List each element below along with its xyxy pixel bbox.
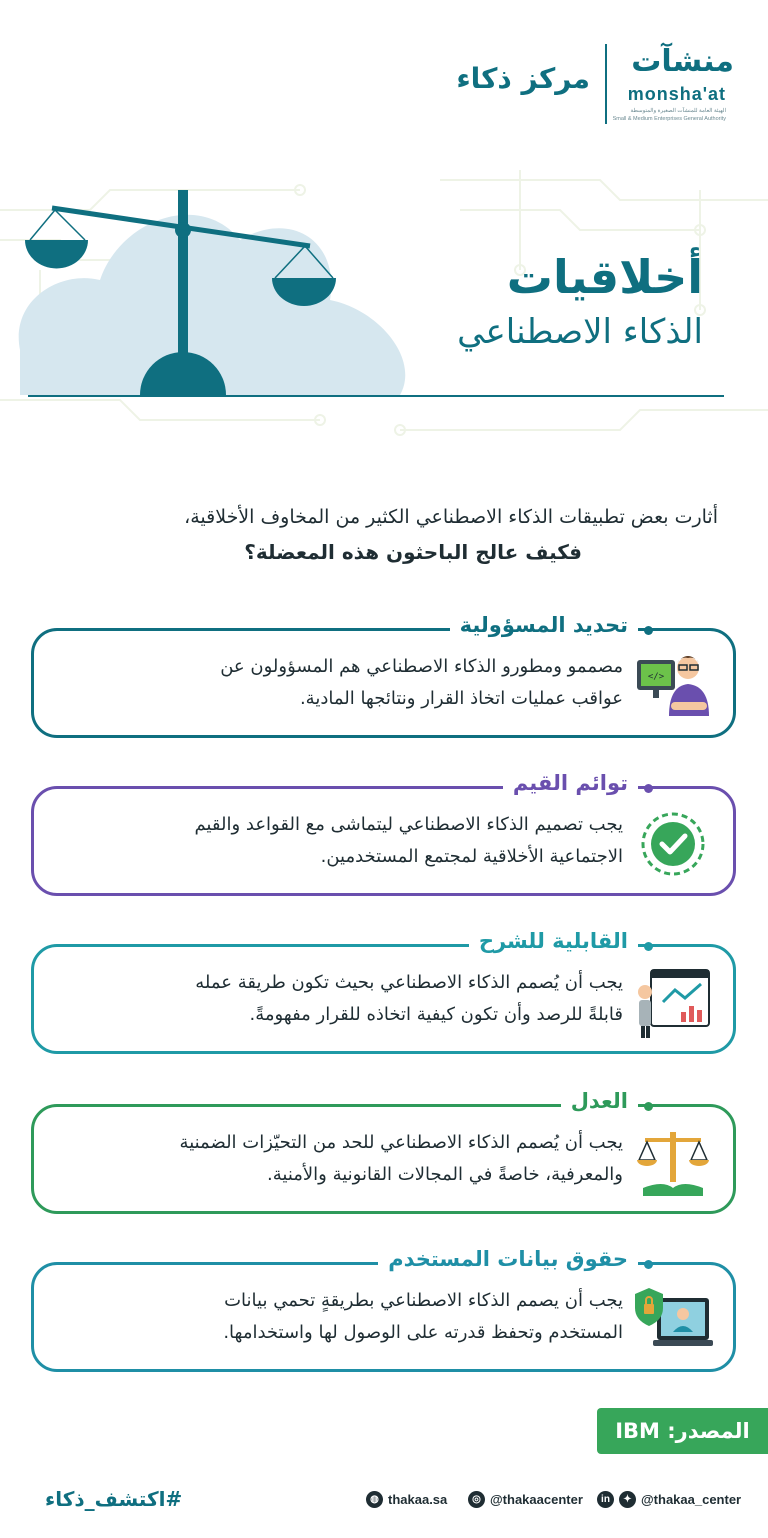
card-text [43, 967, 623, 1031]
card-text [43, 809, 623, 873]
svg-text:</>: </> [647, 672, 665, 682]
card-text-line: يجب أن يُصمم الذكاء الاصطناعي بحيث تكون طريقة عمله [195, 972, 623, 993]
title-dot [644, 626, 653, 635]
footer-hashtag[interactable]: #اكتشف_ذكاء [45, 1487, 183, 1511]
check-badge-icon [633, 804, 713, 884]
source-badge: المصدر: IBM [597, 1408, 768, 1454]
card-text-line: والمعرفية، خاصةً في المجالات القانونية والأمنية. [267, 1164, 623, 1185]
card-text-line: قابلةً للرصد وأن تكون كيفية اتخاذه للقرار مفهومةً. [249, 1004, 623, 1025]
card-value-alignment [31, 771, 736, 896]
twitter-handle[interactable]: @thakaa_center [641, 1492, 742, 1507]
card-text-line: مصممو ومطورو الذكاء الاصطناعي هم المسؤولون عن [220, 656, 623, 677]
intro-text: أثارت بعض تطبيقات الذكاء الاصطناعي الكثير من المخاوف الأخلاقية، [184, 506, 718, 528]
card-text-line: يجب تصميم الذكاء الاصطناعي ليتماشى مع القواعد والقيم [194, 814, 623, 835]
card-title: تحديد المسؤولية [450, 613, 638, 637]
logo-subtitle-arabic: الهيئة العامة للمنشآت الصغيرة والمتوسطة [630, 108, 726, 114]
card-text-line: يجب أن يصمم الذكاء الاصطناعي بطريقةٍ تحمي بيانات [224, 1290, 623, 1311]
card-text-line: المستخدم وتحفظ قدرته على الوصول لها واستخدامها. [223, 1322, 623, 1343]
logo-arabic: منشآت [631, 44, 734, 79]
footer-instagram[interactable] [468, 1491, 583, 1508]
instagram-handle[interactable]: @thakaacenter [490, 1492, 583, 1507]
card-title: العدل [561, 1089, 638, 1113]
globe-icon: ◍ [366, 1491, 383, 1508]
card-title: القابلية للشرح [469, 929, 638, 953]
twitter-icon: ✦ [619, 1491, 636, 1508]
hero-title: أخلاقيات [506, 250, 703, 304]
presentation-icon [633, 962, 713, 1042]
title-dot [644, 784, 653, 793]
title-dot [644, 1102, 653, 1111]
card-text-line: عواقب عمليات اتخاذ القرار ونتائجها المادية. [299, 688, 623, 709]
footer-twitter[interactable] [597, 1491, 741, 1508]
card-user-data-rights [31, 1247, 736, 1372]
card-title: توائم القيم [503, 771, 638, 795]
card-text [43, 651, 623, 715]
card-text [43, 1285, 623, 1349]
hero-baseline [28, 395, 724, 397]
website-link[interactable]: thakaa.sa [388, 1492, 448, 1507]
logo-english: monsha'at [627, 84, 726, 104]
header-divider [605, 44, 607, 124]
title-dot [644, 942, 653, 951]
card-text [43, 1127, 623, 1191]
justice-scale-icon [633, 1122, 713, 1202]
monshaat-logo [610, 44, 740, 124]
card-text-line: يجب أن يُصمم الذكاء الاصطناعي للحد من التحيّزات الضمنية [179, 1132, 623, 1153]
card-fairness [31, 1089, 736, 1214]
logo-subtitle-english: Small & Medium Enterprises General Authority [612, 116, 726, 122]
intro-question: فكيف عالج الباحثون هذه المعضلة؟ [244, 540, 582, 564]
card-responsibility [31, 613, 736, 738]
center-name: مركز ذكاء [456, 62, 590, 95]
hero-subtitle: الذكاء الاصطناعي [457, 312, 703, 352]
instagram-icon: ◎ [468, 1491, 485, 1508]
card-text-line: الاجتماعية الأخلاقية لمجتمع المستخدمين. [320, 846, 623, 867]
card-explainability [31, 929, 736, 1054]
title-dot [644, 1260, 653, 1269]
data-shield-icon [633, 1280, 713, 1360]
footer-website[interactable] [366, 1491, 447, 1508]
developer-icon [633, 646, 713, 726]
card-title: حقوق بيانات المستخدم [378, 1247, 638, 1271]
linkedin-icon: in [597, 1491, 614, 1508]
